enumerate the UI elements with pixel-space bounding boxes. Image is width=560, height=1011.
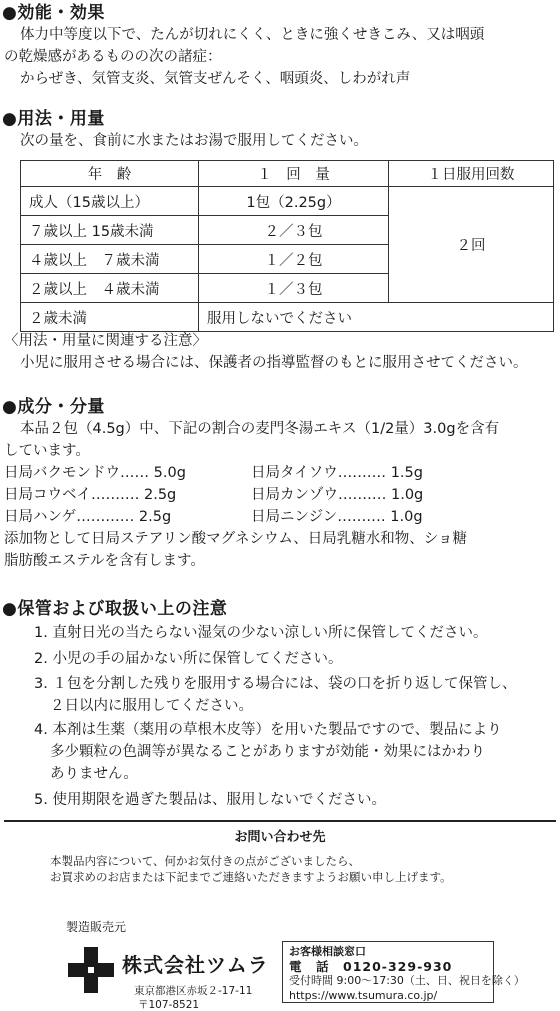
support-title: お客様相談窓口 xyxy=(289,945,366,958)
ingredients-section xyxy=(0,396,560,572)
ingredient-item: 日局コウベイ‥‥‥‥‥ 2.5g xyxy=(4,487,177,503)
company-name: 株式会社ツムラ xyxy=(122,953,269,977)
contact-title: お問い合わせ先 xyxy=(234,830,326,845)
amount-cell: 服用しないでください xyxy=(199,303,554,332)
age-cell: ２歳以上 ４歳未満 xyxy=(21,274,199,303)
list-text: 直射日光の当たらない湿気の少ない涼しい所に保管してください。 xyxy=(52,625,488,641)
header-age: 年 齢 xyxy=(21,161,199,187)
efficacy-heading: ●効能・効果 xyxy=(2,3,105,23)
list-number: 5. xyxy=(34,792,48,808)
manufacturer-label: 製造販売元 xyxy=(66,920,127,934)
dosage-table-header xyxy=(21,161,554,187)
ingredient-row xyxy=(0,462,560,484)
ingredient-row xyxy=(0,484,560,506)
ingredients-additive: 脂肪酸エステルを含有します。 xyxy=(4,553,205,569)
ingredients-intro: 本品２包（4.5g）中、下記の割合の麦門冬湯エキス（1/2量）3.0gを含有 xyxy=(20,421,500,437)
list-item xyxy=(34,673,516,717)
dosage-note xyxy=(0,330,560,374)
times-cell: ２回 xyxy=(389,187,554,303)
support-box xyxy=(282,941,525,1003)
amount-cell: １／２包 xyxy=(199,245,389,274)
ingredient-item: 日局ハンゲ‥‥‥‥‥‥ 2.5g xyxy=(4,509,172,525)
amount-cell: 1包（2.25g） xyxy=(199,187,389,216)
company-address: 東京都港区赤坂２-17-11 xyxy=(134,985,253,997)
dosage-table xyxy=(20,160,554,332)
ingredients-intro: しています。 xyxy=(4,443,90,459)
header-times: １日服用回数 xyxy=(389,161,554,187)
list-item xyxy=(34,622,487,644)
ingredient-item: 日局ニンジン‥‥‥‥‥ 1.0g xyxy=(251,509,423,525)
list-text: １包を分割した残りを服用する場合には、袋の口を折り返して保管し、 xyxy=(52,676,517,692)
ingredient-item: 日局バクモンドウ‥‥‥ 5.0g xyxy=(4,465,186,481)
age-cell: ７歳以上 15歳未満 xyxy=(21,216,199,245)
support-hours: 受付時間 9:00～17:30（土、日、祝日を除く） xyxy=(289,974,525,987)
list-number: 4. xyxy=(34,722,48,738)
list-number: 2. xyxy=(34,651,48,667)
efficacy-line: 体力中等度以下で、たんが切れにくく、ときに強くせきこみ、又は咽頭 xyxy=(20,27,485,43)
table-row xyxy=(21,303,554,332)
dosage-section xyxy=(0,108,560,152)
efficacy-section xyxy=(0,2,560,90)
list-text: 本剤は生薬（薬用の草根木皮等）を用いた製品ですので、製品により xyxy=(52,722,502,738)
ingredient-item: 日局タイソウ‥‥‥‥‥ 1.5g xyxy=(251,465,423,481)
age-cell: ４歳以上 ７歳未満 xyxy=(21,245,199,274)
age-cell: 成人（15歳以上） xyxy=(21,187,199,216)
list-number: 3. xyxy=(34,676,48,692)
list-text: ありません。 xyxy=(50,766,138,782)
table-row xyxy=(21,187,554,216)
storage-heading: ●保管および取扱い上の注意 xyxy=(2,599,228,619)
age-cell: ２歳未満 xyxy=(21,303,199,332)
dosage-note-text: 小児に服用させる場合には、保護者の指導監督のもとに服用させてください。 xyxy=(20,355,528,371)
tsumura-cross-icon xyxy=(68,947,114,993)
header-amount: １ 回 量 xyxy=(199,161,389,187)
ingredient-row xyxy=(0,506,560,528)
amount-cell: ２／３包 xyxy=(199,216,389,245)
amount-cell: １／３包 xyxy=(199,274,389,303)
company-logo xyxy=(60,945,270,1011)
efficacy-line: からぜき、気管支炎、気管支ぜんそく、咽頭炎、しわがれ声 xyxy=(20,71,411,87)
ingredient-item: 日局カンゾウ‥‥‥‥‥ 1.0g xyxy=(251,487,424,503)
dosage-note-heading: 〈用法・用量に関連する注意〉 xyxy=(4,333,207,349)
dosage-heading: ●用法・用量 xyxy=(2,109,105,129)
efficacy-line: の乾燥感があるものの次の諸症： xyxy=(4,49,222,65)
dosage-intro: 次の量を、食前に水またはお湯で服用してください。 xyxy=(20,133,368,149)
list-item xyxy=(34,719,502,785)
support-phone: 電 話 0120-329-930 xyxy=(289,958,453,974)
contact-line: お買求めのお店または下記までご連絡いただきますようお願い申し上げます。 xyxy=(50,870,452,884)
list-number: 1. xyxy=(34,625,48,641)
company-zip: 〒107-8521 xyxy=(138,999,200,1011)
storage-section xyxy=(0,598,560,620)
list-item xyxy=(34,789,386,811)
list-item xyxy=(34,648,342,670)
contact-line: 本製品内容について、何かお気付きの点がございましたら、 xyxy=(50,854,361,868)
list-text: 使用期限を過ぎた製品は、服用しないでください。 xyxy=(52,792,386,808)
ingredients-heading: ●成分・分量 xyxy=(2,397,105,417)
list-text: 多少顆粒の色調等が異なることがありますが効能・効果にはかわり xyxy=(50,744,485,760)
support-url[interactable]: https://www.tsumura.co.jp/ xyxy=(289,988,438,1002)
list-text: 小児の手の届かない所に保管してください。 xyxy=(52,651,343,667)
divider xyxy=(4,820,556,822)
list-text: ２日以内に服用してください。 xyxy=(50,698,253,714)
ingredients-additive: 添加物として日局ステアリン酸マグネシウム、日局乳糖水和物、ショ糖 xyxy=(4,531,467,547)
